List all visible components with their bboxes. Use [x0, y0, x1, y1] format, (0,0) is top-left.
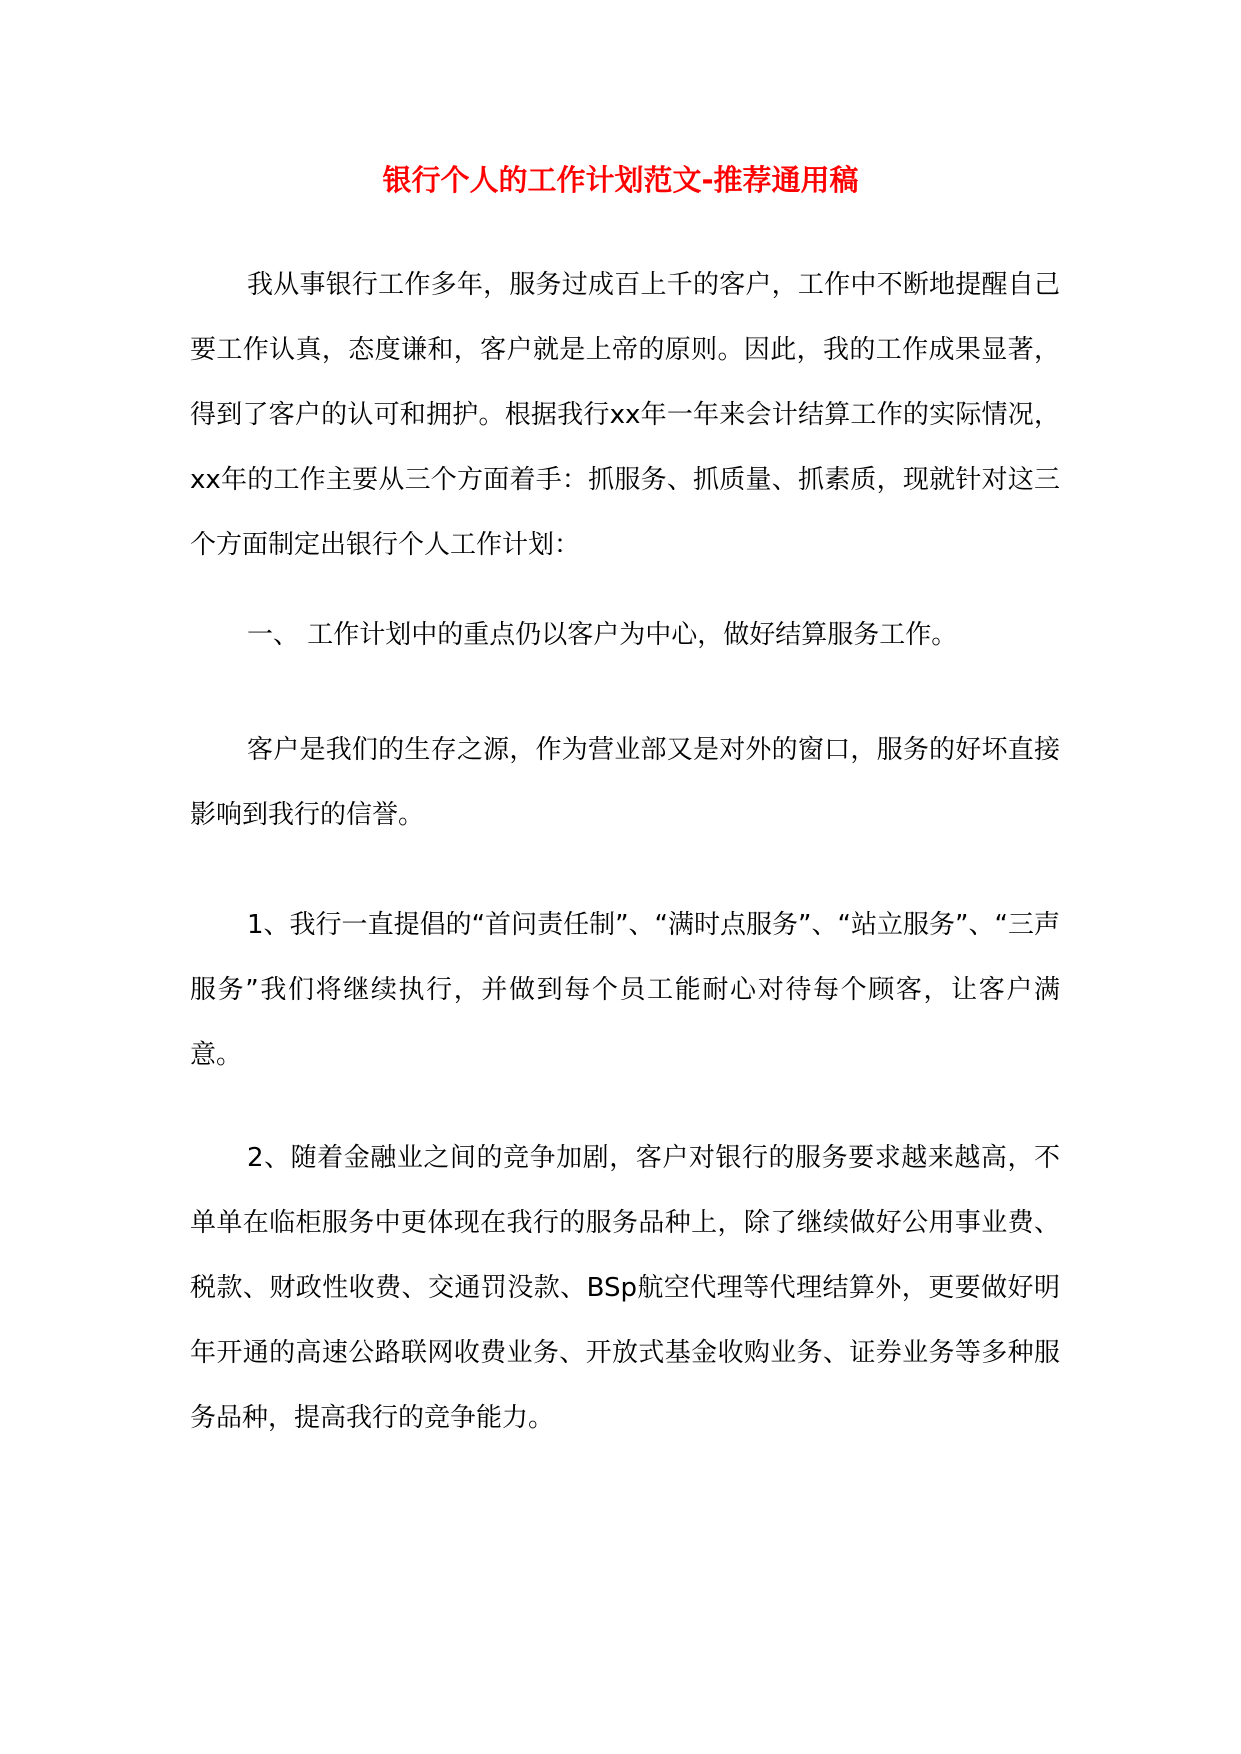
document-title: 银行个人的工作计划范文-推荐通用稿 [382, 163, 859, 197]
paragraph-item-2: 2、随着金融业之间的竞争加剧，客户对银行的服务要求越来越高，不单单在临柜服务中更体现在我行的服务品种上，除了继续做好公用事业费、税款、财政性收费、交通罚没款、BSp航空代理等代理结算外，更要做好明年开通的高速公路联网收费业务、开放式基金收购业务、证券业务等多种服务品种，提高我行的竞争能力。 [190, 1143, 1060, 1433]
paragraph-heading-1: 一、 工作计划中的重点仍以客户为中心，做好结算服务工作。 [247, 620, 958, 650]
paragraph-intro: 我从事银行工作多年，服务过成百上千的客户，工作中不断地提醒自己要工作认真，态度谦和，客户就是上帝的原则。因此，我的工作成果显著，得到了客户的认可和拥护。根据我行xx年一年来会计结算工作的实际情况，xx年的工作主要从三个方面着手：抓服务、抓质量、抓素质，现就针对这三个方面制定出银行个人工作计划： [190, 270, 1060, 560]
paragraph-item-1: 1、我行一直提倡的“首问责任制”、“满时点服务”、“站立服务”、“三声服务”我们将继续执行，并做到每个员工能耐心对待每个顾客，让客户满意。 [190, 910, 1060, 1070]
paragraph-customer: 客户是我们的生存之源，作为营业部又是对外的窗口，服务的好坏直接影响到我行的信誉。 [190, 735, 1060, 830]
